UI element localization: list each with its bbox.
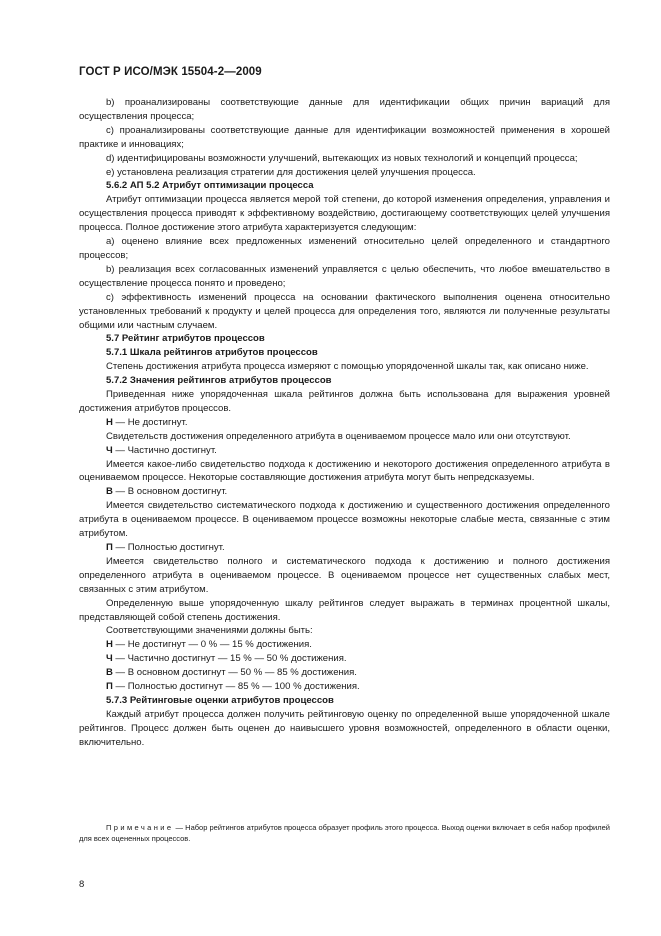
rating-text: — Полностью достигнут. (112, 542, 225, 553)
paragraph: Атрибут оптимизации процесса является мерой той степени, до которой изменения определения, управления и осуществления процесса приводят к эффективному воздействию, достигающему соответствующих целей улучшения процесса. Полное достижение этого атрибута характеризуется следующим: (79, 194, 610, 234)
rating-level (79, 541, 610, 555)
scale-text: — Не достигнут — 0 % — 15 % достижения. (112, 639, 312, 651)
note-text: — Набор рейтингов атрибутов процесса образует профиль этого процесса. Выход оценки включает в себя набор профилей для всех оцененных процессов. (79, 823, 610, 843)
rating-text: — В основном достигнут. (112, 486, 228, 498)
note-label: Примечание (106, 823, 174, 832)
paragraph: a) оценено влияние всех предложенных изменений относительно целей определенного и стандартного процессов; (79, 236, 610, 261)
rating-text: — Не достигнут. (112, 416, 188, 428)
paragraph: Каждый атрибут процесса должен получить рейтинговую оценку по определенной выше упорядоченной шкале рейтингов. Процесс должен быть оценен до наивысшего уровня возможностей, определенного в области оценки, включительно. (79, 708, 610, 748)
section-heading: 5.7.1 Шкала рейтингов атрибутов процессов (106, 347, 318, 359)
paragraph: Имеется какое-либо свидетельство подхода к достижению и некоторого достижения определенного атрибута в оцениваемом процессе. Некоторые составляющие достижения атрибута могут быть непредсказуемы. (79, 458, 610, 484)
section-heading: 5.7 Рейтинг атрибутов процессов (106, 333, 265, 345)
scale-text: — Частично достигнут — 15 % — 50 % достижения. (112, 653, 347, 665)
scale-item (79, 680, 610, 694)
section-heading: 5.6.2 АП 5.2 Атрибут оптимизации процесса (106, 180, 314, 192)
paragraph: Определенную выше упорядоченную шкалу рейтингов следует выражать в терминах процентной шкалы, представляющей собой степень достижения. (79, 597, 610, 623)
paragraph: c) проанализированы соответствующие данные для идентификации возможностей применения в хорошей практике и инновациях; (79, 124, 610, 150)
rating-letter: В (106, 667, 113, 679)
scale-item (79, 666, 610, 680)
section-heading: 5.7.2 Значения рейтингов атрибутов процессов (106, 375, 332, 387)
paragraph: Соответствующими значениями должны быть: (106, 625, 313, 637)
paragraph: Приведенная ниже упорядоченная шкала рейтингов должна быть использована для выражения уровней достижения атрибутов процессов. (79, 389, 610, 414)
paragraph: Степень достижения атрибута процесса измеряют с помощью упорядоченной шкалы так, как описано ниже. (106, 361, 589, 373)
paragraph: Имеется свидетельство систематического подхода к достижению и существенного достижения определенного атрибута в оцениваемом процессе. В оцениваемом процессе возможны некоторые слабые места, связанные с этим атрибутом. (79, 500, 610, 540)
rating-text: — Частично достигнут. (112, 444, 217, 456)
rating-level (79, 416, 610, 430)
rating-letter: Ч (106, 653, 113, 665)
scale-item (79, 638, 610, 652)
document-header: ГОСТ Р ИСО/МЭК 15504-2—2009 (79, 66, 262, 78)
rating-letter: Н (106, 416, 113, 428)
paragraph: c) эффективность изменений процесса на основании фактического выполнения оценена относительно установленных требований к продукту и целей процесса для определения того, являются ли полученные результаты общими или частным случаем. (79, 291, 610, 331)
main-text (79, 96, 610, 750)
paragraph: b) реализация всех согласованных изменений управляется с целью обеспечить, что любое вмешательство в осуществление процесса понято и проведено; (79, 263, 610, 289)
rating-letter: П (106, 542, 113, 553)
note-block (79, 822, 610, 844)
page-number: 8 (79, 879, 85, 890)
paragraph: d) идентифицированы возможности улучшений, вытекающих из новых технологий и концепций процесса; (106, 152, 578, 164)
scale-item (79, 652, 610, 666)
paragraph: b) проанализированы соответствующие данные для идентификации общих причин вариаций для осуществления процесса; (79, 97, 610, 122)
section-heading: 5.7.3 Рейтинговые оценки атрибутов процессов (106, 694, 334, 706)
rating-level (79, 444, 610, 458)
paragraph: Имеется свидетельство полного и систематического подхода к достижению и полного достижения определенного атрибута в оцениваемом процессе. В оцениваемом процессе нет существенных слабых мест, связанных с этим атрибутом. (79, 555, 610, 595)
rating-letter: П (106, 681, 113, 693)
rating-level (79, 485, 610, 499)
paragraph: e) установлена реализация стратегии для достижения целей улучшения процесса. (106, 166, 476, 178)
rating-letter: Н (106, 639, 113, 651)
rating-letter: Ч (106, 444, 113, 456)
scale-text: — Полностью достигнут — 85 % — 100 % достижения. (112, 681, 360, 693)
rating-letter: В (106, 486, 113, 498)
paragraph: Свидетельств достижения определенного атрибута в оцениваемом процессе мало или они отсутствуют. (106, 430, 571, 442)
scale-text: — В основном достигнут — 50 % — 85 % достижения. (112, 667, 357, 679)
